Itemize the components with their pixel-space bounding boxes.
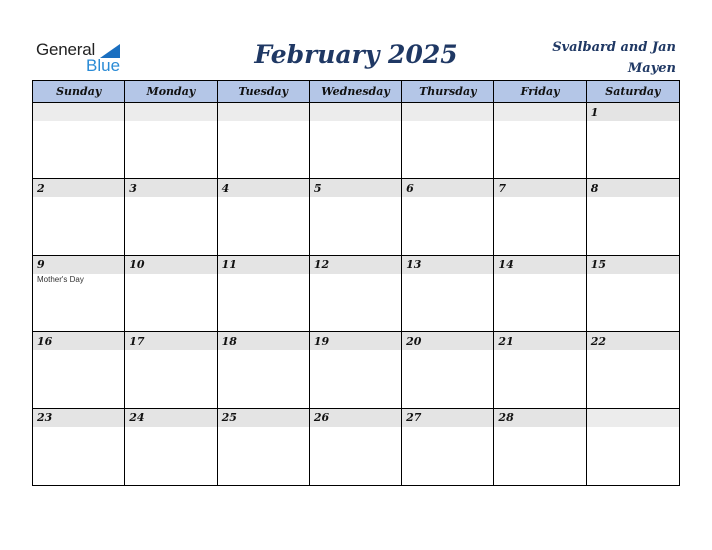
- day-cell-1: [587, 103, 679, 179]
- day-cell-6: [402, 179, 494, 255]
- day-cell-15: [587, 256, 679, 332]
- empty-day-cell: [125, 103, 217, 179]
- day-cell-2: [33, 179, 125, 255]
- day-number: [33, 103, 124, 121]
- day-number: 9: [33, 256, 124, 274]
- holiday-label: Mother's Day: [37, 274, 84, 284]
- day-number: 23: [33, 409, 124, 427]
- day-cell-12: [310, 256, 402, 332]
- day-cell-16: [33, 332, 125, 408]
- day-cell-11: [218, 256, 310, 332]
- empty-day-cell: [33, 103, 125, 179]
- weekday-header-sunday: Sunday: [33, 81, 125, 103]
- day-number: [218, 103, 309, 121]
- empty-day-cell: [310, 103, 402, 179]
- day-cell-22: [587, 332, 679, 408]
- day-cell-13: [402, 256, 494, 332]
- day-number: 13: [402, 256, 493, 274]
- day-number: 26: [310, 409, 401, 427]
- day-number: 6: [402, 179, 493, 197]
- day-number: 17: [125, 332, 216, 350]
- day-number: 14: [494, 256, 585, 274]
- day-number: 8: [587, 179, 679, 197]
- region-name: Svalbard and Jan Mayen: [552, 40, 676, 76]
- brand-logo: [36, 40, 136, 76]
- empty-day-cell: [587, 409, 679, 485]
- day-number: 20: [402, 332, 493, 350]
- day-cell-26: [310, 409, 402, 485]
- logo-text-general: General: [36, 40, 96, 59]
- day-number: 12: [310, 256, 401, 274]
- day-cell-5: [310, 179, 402, 255]
- day-number: [402, 103, 493, 121]
- day-number: 18: [218, 332, 309, 350]
- day-cell-3: [125, 179, 217, 255]
- weekday-header-monday: Monday: [125, 81, 217, 103]
- day-number: 22: [587, 332, 679, 350]
- day-number: 2: [33, 179, 124, 197]
- weekday-header-wednesday: Wednesday: [310, 81, 402, 103]
- day-cell-18: [218, 332, 310, 408]
- day-cell-21: [494, 332, 586, 408]
- day-number: 27: [402, 409, 493, 427]
- day-number: 3: [125, 179, 216, 197]
- day-number: 5: [310, 179, 401, 197]
- weekday-header-saturday: Saturday: [587, 81, 679, 103]
- day-number: 21: [494, 332, 585, 350]
- day-cell-23: [33, 409, 125, 485]
- day-cell-4: [218, 179, 310, 255]
- empty-day-cell: [402, 103, 494, 179]
- logo-text-blue: Blue: [86, 56, 121, 75]
- day-number: 1: [587, 103, 679, 121]
- page-title: February 2025: [254, 40, 458, 69]
- day-number: 15: [587, 256, 679, 274]
- day-cell-9: [33, 256, 125, 332]
- day-number: [125, 103, 216, 121]
- calendar-grid: [32, 80, 680, 486]
- day-cell-8: [587, 179, 679, 255]
- weekday-header-thursday: Thursday: [402, 81, 494, 103]
- day-number: 25: [218, 409, 309, 427]
- day-cell-24: [125, 409, 217, 485]
- day-number: 28: [494, 409, 585, 427]
- day-number: 4: [218, 179, 309, 197]
- day-number: [587, 409, 679, 427]
- empty-day-cell: [218, 103, 310, 179]
- day-cell-17: [125, 332, 217, 408]
- day-number: 19: [310, 332, 401, 350]
- weekday-header-friday: Friday: [494, 81, 586, 103]
- day-number: 7: [494, 179, 585, 197]
- day-cell-10: [125, 256, 217, 332]
- day-cell-25: [218, 409, 310, 485]
- day-cell-28: [494, 409, 586, 485]
- day-cell-7: [494, 179, 586, 255]
- day-cell-14: [494, 256, 586, 332]
- day-cell-27: [402, 409, 494, 485]
- day-number: 10: [125, 256, 216, 274]
- day-cell-19: [310, 332, 402, 408]
- day-number: 16: [33, 332, 124, 350]
- empty-day-cell: [494, 103, 586, 179]
- day-cell-20: [402, 332, 494, 408]
- day-number: 11: [218, 256, 309, 274]
- day-number: 24: [125, 409, 216, 427]
- day-number: [310, 103, 401, 121]
- day-number: [494, 103, 585, 121]
- weekday-header-tuesday: Tuesday: [218, 81, 310, 103]
